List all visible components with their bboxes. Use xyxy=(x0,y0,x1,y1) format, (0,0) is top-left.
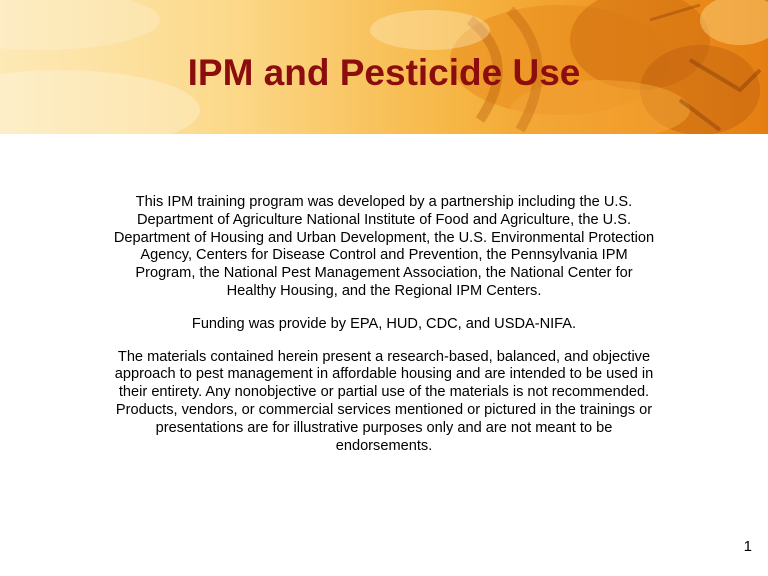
funding-paragraph: Funding was provide by EPA, HUD, CDC, and USDA-NIFA. xyxy=(191,315,577,332)
page-number: 1 xyxy=(743,538,752,555)
disclaimer-paragraph: The materials contained herein present a research-based, balanced, and objective approach to pest management in affordable housing and are intended to be used in their entirety. Any nonobjective or partial use of the materials is not recommended. Products, vendors, or commercial services mentioned or pictured in the trainings or presentations are for illustrative purposes only and are not meant to be endorsements. xyxy=(114,348,654,454)
slide-body xyxy=(110,194,658,470)
slide-title: IPM and Pesticide Use xyxy=(187,52,581,93)
partnership-paragraph: This IPM training program was developed by a partnership including the U.S. Department of Agriculture National Institute of Food and Agriculture, the U.S. Department of Housing and Urban Development, the U.S. Environmental Protection Agency, Centers for Disease Control and Prevention, the Pennsylvania IPM Program, the National Pest Management Association, the National Center for Healthy Housing, and the Regional IPM Centers. xyxy=(113,194,655,299)
